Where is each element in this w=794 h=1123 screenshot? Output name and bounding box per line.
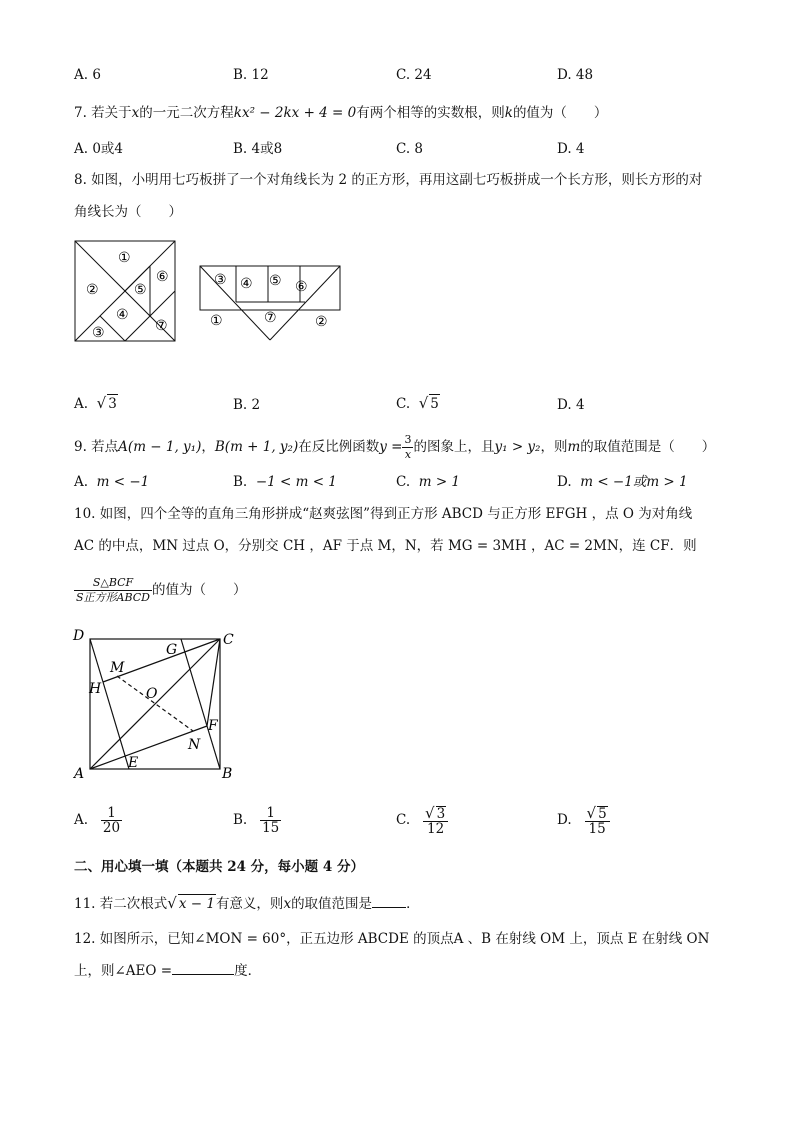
q7-tail: 的值为（ ） [512,105,608,121]
q9-sep: ， [201,439,215,455]
label-g: G [166,642,178,658]
tangram-figures [70,236,360,346]
q12-line2 [74,962,261,980]
option-value: m < −1 [96,474,150,490]
q11-prefix: 11. 若二次根式 [74,896,168,912]
q7-prefix: 7. 若关于 [74,105,132,121]
q10-option-d [557,800,610,840]
q7-option-c: C. 8 [396,141,424,157]
square-piece-1: ① [118,250,131,266]
option-letter: A. [74,396,89,412]
square-piece-2: ② [86,282,99,298]
q9-point-a: A(m − 1, y₁) [118,439,202,455]
option-num: √ 5 [585,806,610,822]
q11-end: ． [406,896,420,912]
option-letter: A. [74,812,89,828]
option-den: 20 [102,820,121,836]
zhao-shuang-figure [70,626,240,786]
q8-option-a: A. √ 3 [74,394,117,412]
option-num: √ 3 [423,806,448,822]
q11-mid: 有意义，则 [215,896,284,912]
q8-option-b [233,396,260,414]
rect-piece-1: ① [210,313,223,329]
q10-line2: AC 的中点，MN 过点 O，分别交 CH ，AF 于点 M，N，若 MG = 3MH ，AC = 2MN，连 CF．则 [74,538,697,554]
q9-option-c [396,473,460,491]
option-fraction [585,803,610,837]
option-letter: B. [233,474,248,490]
rect-piece-2: ② [315,314,328,330]
q10-option-c [396,800,448,840]
q7-var-k: k [504,105,513,121]
option-radicand: 5 [430,396,439,412]
rect-piece-7: ⑦ [264,310,277,326]
question-9 [74,432,715,462]
q6-option-a: A. 6 [74,67,101,83]
option-letter: B. [233,397,248,413]
q8-line2: 角线长为（ ） [74,204,182,220]
question-11: 11. 若二次根式√ x − 1有意义，则x的取值范围是 ． [74,894,420,912]
option-letter: C. [396,474,411,490]
option-letter: A. [74,474,89,490]
label-o: O [146,686,158,702]
q9-inequality: y₁ > y₂ [494,439,541,455]
option-den: 12 [427,820,445,837]
q11-answer-blank[interactable] [372,907,406,908]
label-c: C [223,632,234,648]
q11-var-x: x [283,896,292,912]
square-piece-7: ⑦ [155,318,168,334]
q9-suffix1: 的图象上，且 [413,439,495,455]
option-num: 1 [101,806,122,821]
q12-line2-suffix: 度． [234,963,262,979]
square-piece-4: ④ [116,307,129,323]
label-f: F [208,718,218,734]
option-letter: D. [557,474,572,490]
q10-option-b [233,800,281,840]
label-m: M [110,660,125,676]
option-letter: D. [557,812,572,828]
label-n: N [188,737,201,753]
q9-point-b: B(m + 1, y₂) [214,439,299,455]
q6-option-d: D. 48 [557,67,594,83]
q7-suffix: 有两个相等的实数根，则 [356,105,505,121]
q10-line3-suffix: 的值为（ ） [152,582,247,598]
label-a: A [74,766,85,782]
rect-piece-3: ③ [214,272,227,288]
q10-frac-num: S△BCF [74,576,152,591]
q9-option-b [233,473,337,491]
square-piece-5: ⑤ [134,282,147,298]
square-piece-3: ③ [92,325,105,341]
q9-fraction [402,433,413,462]
q9-option-d [557,473,688,491]
q9-option-a [74,473,149,491]
q6-option-b: B. 12 [233,67,269,83]
option-value: 2 [251,397,261,413]
q7-option-d: D. 4 [557,141,585,157]
option-den: 15 [262,820,280,836]
option-radicand: 5 [598,805,607,822]
section-2-title: 二、用心填一填（本题共 24 分，每小题 4 分） [74,859,364,875]
option-letter: B. [233,812,248,828]
q9-func-num: 3 [404,433,412,446]
q7-mid: 的一元二次方程 [139,105,234,121]
q8-option-c: C. √ 5 [396,394,439,412]
q8-line1: 8. 如图，小明用七巧板拼了一个对角线长为 2 的正方形，再用这副七巧板拼成一个长方形，则长方形的对 [74,172,703,188]
q7-option-b: B. 4或8 [233,141,283,157]
option-radicand: 3 [108,396,117,412]
q9-tail: 的取值范围是（ ） [580,439,716,455]
label-h: H [89,681,102,697]
option-fraction [260,806,281,835]
option-value: −1 < m < 1 [255,474,337,490]
option-letter: D. [557,397,572,413]
square-piece-6: ⑥ [156,269,169,285]
q9-mid: 在反比例函数 [298,439,380,455]
option-radicand: 3 [436,805,446,822]
q7-option-a: A. 0或4 [74,141,124,157]
q11-radicand: x − 1 [178,896,215,912]
q9-func-den: x [404,448,412,461]
rect-piece-5: ⑤ [269,273,282,289]
q10-frac-den: S正方形ABCD [76,591,151,604]
option-den: 15 [588,820,606,837]
option-letter: C. [396,812,411,828]
label-b: B [222,766,233,782]
option-value: m < −1或m > 1 [580,474,688,490]
q10-line1: 10. 如图，四个全等的直角三角形拼成“赵爽弦图”得到正方形 ABCD 与正方形 EFGH ，点 O 为对角线 [74,506,693,522]
question-7 [74,104,607,122]
q9-func-lhs: y = [379,439,403,455]
label-e: E [128,755,139,771]
option-fraction [101,806,122,835]
q9-prefix: 9. 若点 [74,439,119,455]
q12-answer-blank[interactable] [172,974,234,975]
q7-equation: kx² − 2kx + 4 = 0 [233,105,357,121]
q10-line3 [74,570,247,610]
q8-option-d [557,396,585,414]
q7-var-x: x [131,105,140,121]
q11-tail: 的取值范围是 [291,896,373,912]
option-num: 1 [260,806,281,821]
q10-area-ratio [74,576,152,605]
option-letter: C. [396,396,411,412]
q9-var-m: m [567,439,581,455]
label-d: D [73,628,85,644]
option-value: m > 1 [418,474,461,490]
q6-option-c: C. 24 [396,67,432,83]
option-value: 4 [575,397,585,413]
q9-suffix2: ，则 [540,439,568,455]
q12-line2-prefix: 上，则∠AEO = [74,963,173,979]
q10-option-a [74,800,122,840]
q12-line1: 12. 如图所示，已知∠MON = 60°，正五边形 ABCDE 的顶点A 、B 在射线 OM 上，顶点 E 在射线 ON [74,931,710,947]
option-fraction [423,803,448,837]
rect-piece-6: ⑥ [295,279,308,295]
rect-piece-4: ④ [240,276,253,292]
